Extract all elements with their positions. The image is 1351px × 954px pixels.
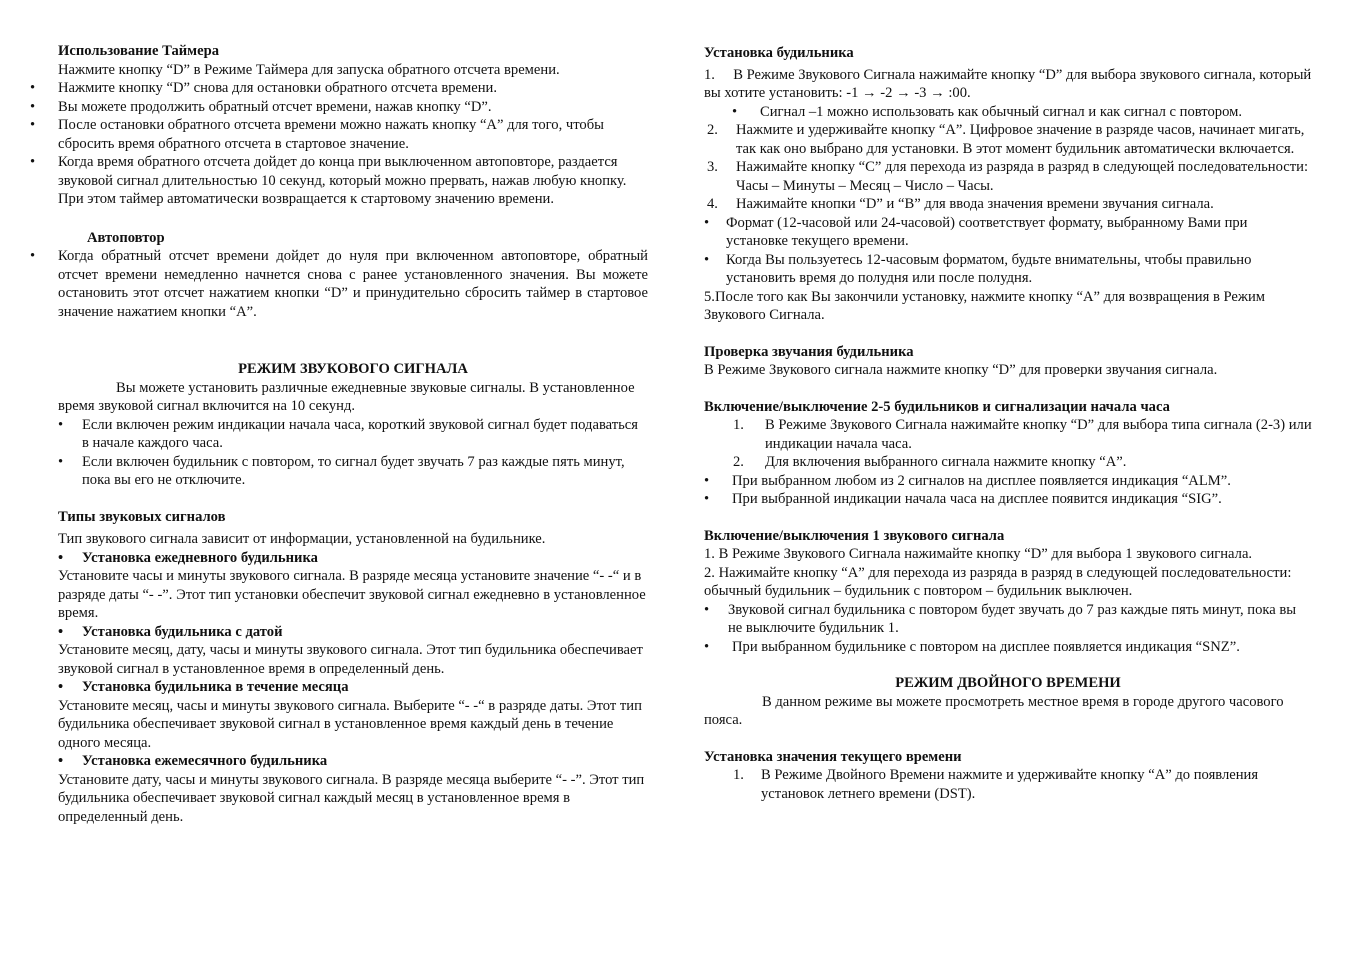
- step-number: 1.: [704, 66, 715, 83]
- check-text: В Режиме Звукового сигнала нажмите кнопку “D” для проверки звучания сигнала.: [704, 362, 1218, 378]
- autorepeat-title: Автоповтор: [87, 229, 165, 246]
- current-time-step-1: [704, 766, 1312, 803]
- list-item: • При выбранном любом из 2 сигналов на дисплее появляется индикация “ALM”.: [732, 472, 1312, 491]
- set-alarm-bullet-12h: • Когда Вы пользуетесь 12-часовым форматом, будьте внимательны, чтобы правильно установить время до полудня или после полудня.: [704, 251, 1312, 288]
- list-item: • При выбранной индикации начала часа на дисплее появится индикация “SIG”.: [732, 490, 1312, 509]
- check-title: Проверка звучания будильника: [704, 343, 914, 360]
- onoff25-title: Включение/выключение 2-5 будильников и сигнализации начала часа: [704, 398, 1170, 415]
- type-1-title: • Установка ежедневного будильника: [58, 549, 648, 568]
- right-column: [704, 42, 1312, 803]
- type-2-title: • Установка будильника с датой: [58, 623, 648, 642]
- set-alarm-step-1-bullets: [704, 103, 1312, 122]
- alarm-mode-bullet-2: • Если включен будильник с повтором, то сигнал будет звучать 7 раз каждые пять минут, пока вы его не отключите.: [58, 453, 648, 490]
- onoff25-bullets: [704, 472, 1312, 509]
- onoff1-title: Включение/выключения 1 звукового сигнала: [704, 527, 1005, 544]
- step-text: В Режиме Двойного Времени нажмите и удерживайте кнопку “A” до появления установок летнего времени (DST).: [761, 767, 1259, 802]
- left-column: [58, 42, 648, 826]
- step-number: 4.: [707, 196, 718, 212]
- alarm-mode-title: РЕЖИМ ЗВУКОВОГО СИГНАЛА: [238, 361, 468, 377]
- step-text: В Режиме Звукового Сигнала нажимайте кнопку “D” для выбора звукового сигнала, который вы хотите установить: -1 → -2 → -3 → :00.: [704, 66, 1312, 101]
- timer-bullets: [58, 79, 648, 209]
- set-alarm-step-2: [704, 121, 1312, 158]
- onoff1-step-1: 1. В Режиме Звукового Сигнала нажимайте кнопку “D” для выбора 1 звукового сигнала.: [704, 546, 1253, 562]
- alarm-mode-intro: Вы можете установить различные ежедневные звуковые сигналы. В установленное время звуковой сигнал включится на 10 секунд.: [58, 379, 635, 414]
- alarm-mode-bullet-1: • Если включен режим индикации начала часа, короткий звуковой сигнал будет подаваться в начале каждого часа.: [58, 416, 648, 453]
- timer-intro: Нажмите кнопку “D” в Режиме Таймера для запуска обратного отсчета времени.: [58, 61, 560, 78]
- set-alarm-step-1: [704, 66, 1312, 103]
- list-item: • При выбранном будильнике с повтором на дисплее появляется индикация “SNZ”.: [732, 638, 1312, 657]
- set-alarm-step-3: [704, 158, 1312, 195]
- onoff1-bullet-1: • Звуковой сигнал будильника с повтором будет звучать до 7 раз каждые пять минут, пока вы не выключите будильник 1.: [704, 601, 1312, 638]
- list-item: • Вы можете продолжить обратный отсчет времени, нажав кнопку “D”.: [58, 98, 648, 117]
- autorepeat-bullets: [58, 247, 648, 321]
- step-number: 1.: [733, 767, 744, 783]
- step-number: 1.: [733, 417, 744, 433]
- step-text: Нажимайте кнопки “D” и “B” для ввода значения времени звучания сигнала.: [736, 196, 1214, 212]
- onoff25-step-1: [704, 416, 1312, 453]
- type-2-text: Установите месяц, дату, часы и минуты звукового сигнала. Этот тип будильника обеспечивает звуковой сигнал в установленное время в определенный день.: [58, 642, 643, 677]
- onoff1-step-2: 2. Нажимайте кнопку “A” для перехода из разряда в разряд в следующей последовательности: обычный будильник – будильник с повтором – будильник выключен.: [704, 564, 1292, 599]
- type-1-text: Установите часы и минуты звукового сигнала. В разряде месяца установите значение “- -“ и в разряде даты “- -”. Этот тип установки обеспечит звуковой сигнал ежедневно в установленное время.: [58, 568, 646, 621]
- dual-title: РЕЖИМ ДВОЙНОГО ВРЕМЕНИ: [895, 675, 1121, 691]
- step-number: 2.: [707, 122, 718, 138]
- step-number: 3.: [707, 159, 718, 175]
- step-number: 2.: [733, 454, 744, 470]
- type-3-title: • Установка будильника в течение месяца: [58, 678, 648, 697]
- step-text: Нажмите и удерживайте кнопку “A”. Цифровое значение в разряде часов, начинает мигать, так как оно выбрано для установки. В этот момент будильник автоматически включается.: [736, 122, 1305, 157]
- types-title: Типы звуковых сигналов: [58, 508, 226, 525]
- dual-text: В данном режиме вы можете просмотреть местное время в городе другого часового пояса.: [704, 693, 1284, 728]
- type-4-text: Установите дату, часы и минуты звукового сигнала. В разряде месяца выберите “- -”. Этот тип будильника обеспечивает звуковой сигнал каждый месяц в установленное время в определенный день.: [58, 771, 645, 825]
- onoff1-bullets: [704, 638, 1312, 657]
- list-item: • После остановки обратного отсчета времени можно нажать кнопку “A” для того, чтобы сбросить время обратного отсчета в стартовое значение.: [58, 116, 648, 153]
- set-alarm-title: Установка будильника: [704, 45, 854, 61]
- list-item: • Нажмите кнопку “D” снова для остановки обратного отсчета времени.: [58, 79, 648, 98]
- step-text: В Режиме Звукового Сигнала нажимайте кнопку “D” для выбора типа сигнала (2-3) или индикации начала часа.: [765, 417, 1312, 452]
- timer-title: Использование Таймера: [58, 43, 219, 59]
- step-text: Для включения выбранного сигнала нажмите кнопку “A”.: [765, 454, 1127, 470]
- list-item: • Когда обратный отсчет времени дойдет до нуля при включенном автоповторе, обратный отсчет времени немедленно начнется снова с ранее установленного значения. Вы можете остановить этот отсчет нажатием кнопки “D” и принудительно сбросить таймер в стартовое значение нажатием кнопки “A”.: [58, 247, 648, 321]
- set-alarm-step-5: 5.После того как Вы закончили установку, нажмите кнопку “A” для возвращения в Режим Звукового Сигнала.: [704, 288, 1266, 323]
- types-intro: Тип звукового сигнала зависит от информации, установленной на будильнике.: [58, 531, 546, 547]
- onoff25-step-2: [704, 453, 1312, 472]
- list-item: • Когда время обратного отсчета дойдет до конца при выключенном автоповторе, раздается звуковой сигнал длительностью 10 секунд, который можно прервать, нажав любую кнопку. При этом таймер автоматически возвращается к стартовому значению времени.: [58, 153, 648, 209]
- type-4-title: • Установка ежемесячного будильника: [58, 752, 648, 771]
- list-item: • Сигнал –1 можно использовать как обычный сигнал и как сигнал с повтором.: [760, 103, 1312, 122]
- type-3-text: Установите месяц, часы и минуты звукового сигнала. Выберите “- -“ в разряде даты. Этот тип будильника обеспечивает звуковой сигнал в установленное время каждый день в течение одного месяца.: [58, 697, 642, 751]
- set-alarm-bullet-format: • Формат (12-часовой или 24-часовой) соответствует формату, выбранному Вами при установке текущего времени.: [704, 214, 1312, 251]
- set-alarm-step-4: [704, 195, 1312, 214]
- current-time-title: Установка значения текущего времени: [704, 748, 962, 765]
- step-text: Нажимайте кнопку “C” для перехода из разряда в разряд в следующей последовательности: Часы – Минуты – Месяц – Число – Часы.: [736, 159, 1308, 194]
